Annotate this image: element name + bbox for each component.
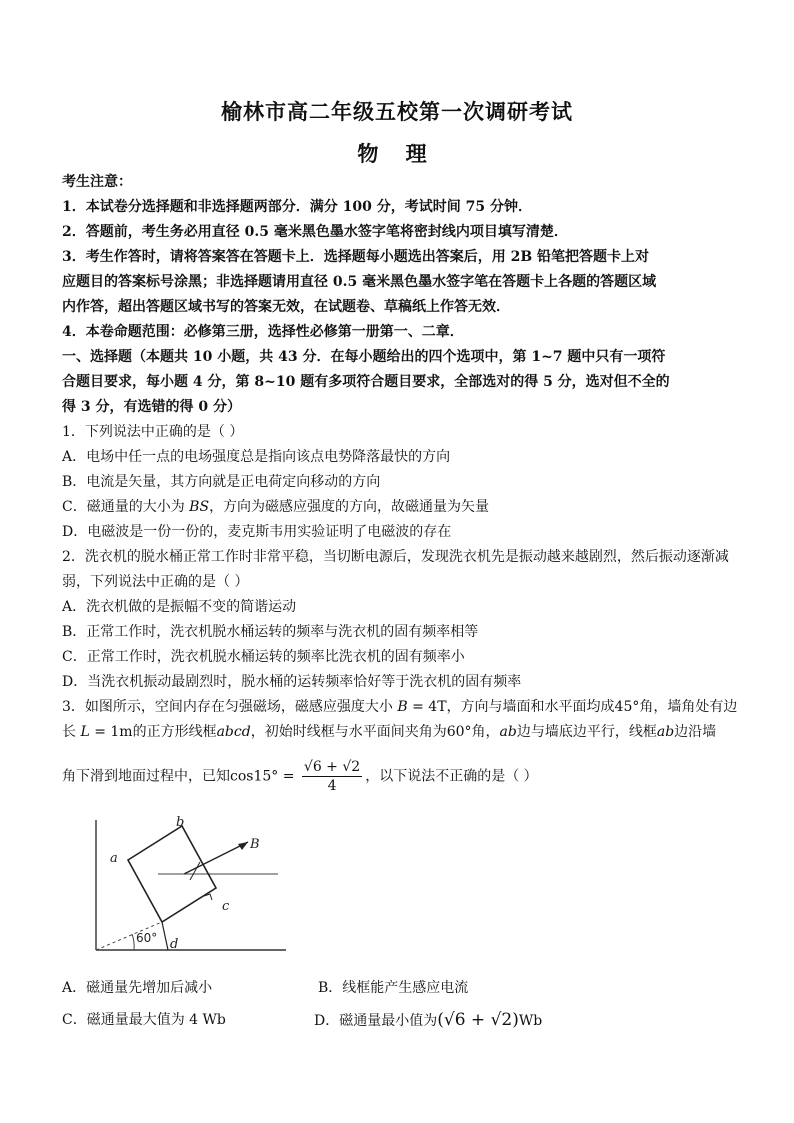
q3-var-b: B [397,699,408,715]
q3-option-c: C．磁通量最大值为 4 Wb [62,1012,226,1028]
label-a: a [110,851,118,866]
fraction-numerator: √6 + √2 [303,759,361,775]
section-heading-3: 得 3 分，有选错的得 0 分） [62,399,241,415]
q2-option-d: D．当洗衣机振动最剧烈时，脱水桶的运转频率恰好等于洗衣机的固有频率 [62,674,522,690]
note-3c: 内作答，超出答题区域书写的答案无效，在试题卷、草稿纸上作答无效． [62,299,510,315]
q3-stem-2 [62,722,734,742]
notes-heading: 考生注意： [62,174,132,190]
q3-option-a: A．磁通量先增加后减小 [62,980,213,996]
note-3b: 应题目的答案标号涂黑；非选择题请用直径 0.5 毫米黑色墨水签字笔在答题卡上各题的答题区域 [62,274,657,290]
q2-stem-1: 2．洗衣机的脱水桶正常工作时非常平稳，当切断电源后，发现洗衣机先是振动越来越剧烈，然后振动逐渐减 [62,549,729,565]
q2-option-a: A．洗衣机做的是振幅不变的简谐运动 [62,599,297,615]
q3-d-pre: D．磁通量最小值为 [314,1013,438,1029]
q1-c-post: ，方向为磁感应强度的方向，故磁通量为矢量 [209,499,490,515]
q3-var-ab-1: ab [499,724,517,740]
q3-s1c: = 4T，方向与墙面和水平面均成45°角，墙角处有边 [407,699,738,715]
q2-stem-2: 弱，下列说法中正确的是（ ） [62,574,249,590]
figure-background [88,812,298,972]
note-3a: 3．考生作答时，请将答案答在答题卡上．选择题每小题选出答案后，用 2B 铅笔把答题卡上对 [62,249,650,265]
q3-d-expr: (√6 + √2) [437,1010,519,1030]
label-b: b [176,815,185,830]
q3-s2i: 边沿墙 [674,724,717,740]
q3-s1a: 3．如图所示，空间内存在匀强磁场，磁感应强度大小 [62,699,398,715]
q3-var-ab-2: ab [656,724,675,740]
q3-s3c: ，以下说法不正确的是（ ） [365,768,538,785]
label-field-b: B [250,837,260,852]
q3-s2c: = 1m的正方形线框 [89,724,217,740]
exam-title: 榆林市高二年级五校第一次调研考试 [221,99,573,124]
section-heading-2: 合题目要求，每小题 4 分，第 8~10 题有多项符合题目要求，全部选对的得 5 分，选对但不全的 [62,374,670,390]
q1-option-b: B．电流是矢量，其方向就是正电荷定向移动的方向 [62,474,381,490]
label-d: d [170,937,179,952]
label-angle: 60° [136,931,158,945]
q1-stem: 1．下列说法中正确的是（ ） [62,424,244,440]
q1-option-d: D．电磁波是一份一份的，麦克斯韦用实验证明了电磁波的存在 [62,524,452,540]
label-c: c [222,899,230,914]
q1-c-pre: C．磁通量的大小为 [62,499,190,515]
q3-option-d [314,1010,542,1031]
exam-subject: 物 理 [357,141,437,166]
q3-option-b: B．线框能产生感应电流 [318,980,469,996]
q3-var-l: L [80,724,90,740]
q3-s3a: 角下滑到地面过程中，已知cos15° = [62,768,299,785]
q3-s2g: 边与墙底边平行，线框 [516,724,657,740]
section-heading-1: 一、选择题（本题共 10 小题，共 43 分．在每小题给出的四个选项中，第 1~7 题中只有一项符 [62,349,666,365]
q3-s2a: 长 [62,724,81,740]
q1-option-a: A．电场中任一点的电场强度总是指向该点电势降落最快的方向 [62,449,451,465]
q1-c-var: BS [189,499,210,515]
q3-s2e: ，初始时线框与水平面间夹角为60°角， [250,724,500,740]
note-2: 2．答题前，考生务必用直径 0.5 毫米黑色墨水签字笔将密封线内项目填写清楚． [62,224,568,240]
q2-option-b: B．正常工作时，洗衣机脱水桶运转的频率与洗衣机的固有频率相等 [62,624,479,640]
q3-stem-1 [62,697,738,717]
q3-d-unit: Wb [518,1013,543,1029]
wall-corner-figure [88,812,298,972]
fraction-denominator: 4 [327,778,337,794]
q2-option-c: C．正常工作时，洗衣机脱水桶运转的频率比洗衣机的固有频率小 [62,649,465,665]
cos15-fraction [302,758,362,795]
q1-option-c [62,497,734,517]
q3-var-abcd: abcd [216,724,251,740]
q3-stem-3 [62,758,734,798]
note-1: 1．本试卷分选择题和非选择题两部分．满分 100 分，考试时间 75 分钟． [62,199,532,215]
note-4: 4．本卷命题范围：必修第三册，选择性必修第一册第一、二章． [62,324,464,340]
